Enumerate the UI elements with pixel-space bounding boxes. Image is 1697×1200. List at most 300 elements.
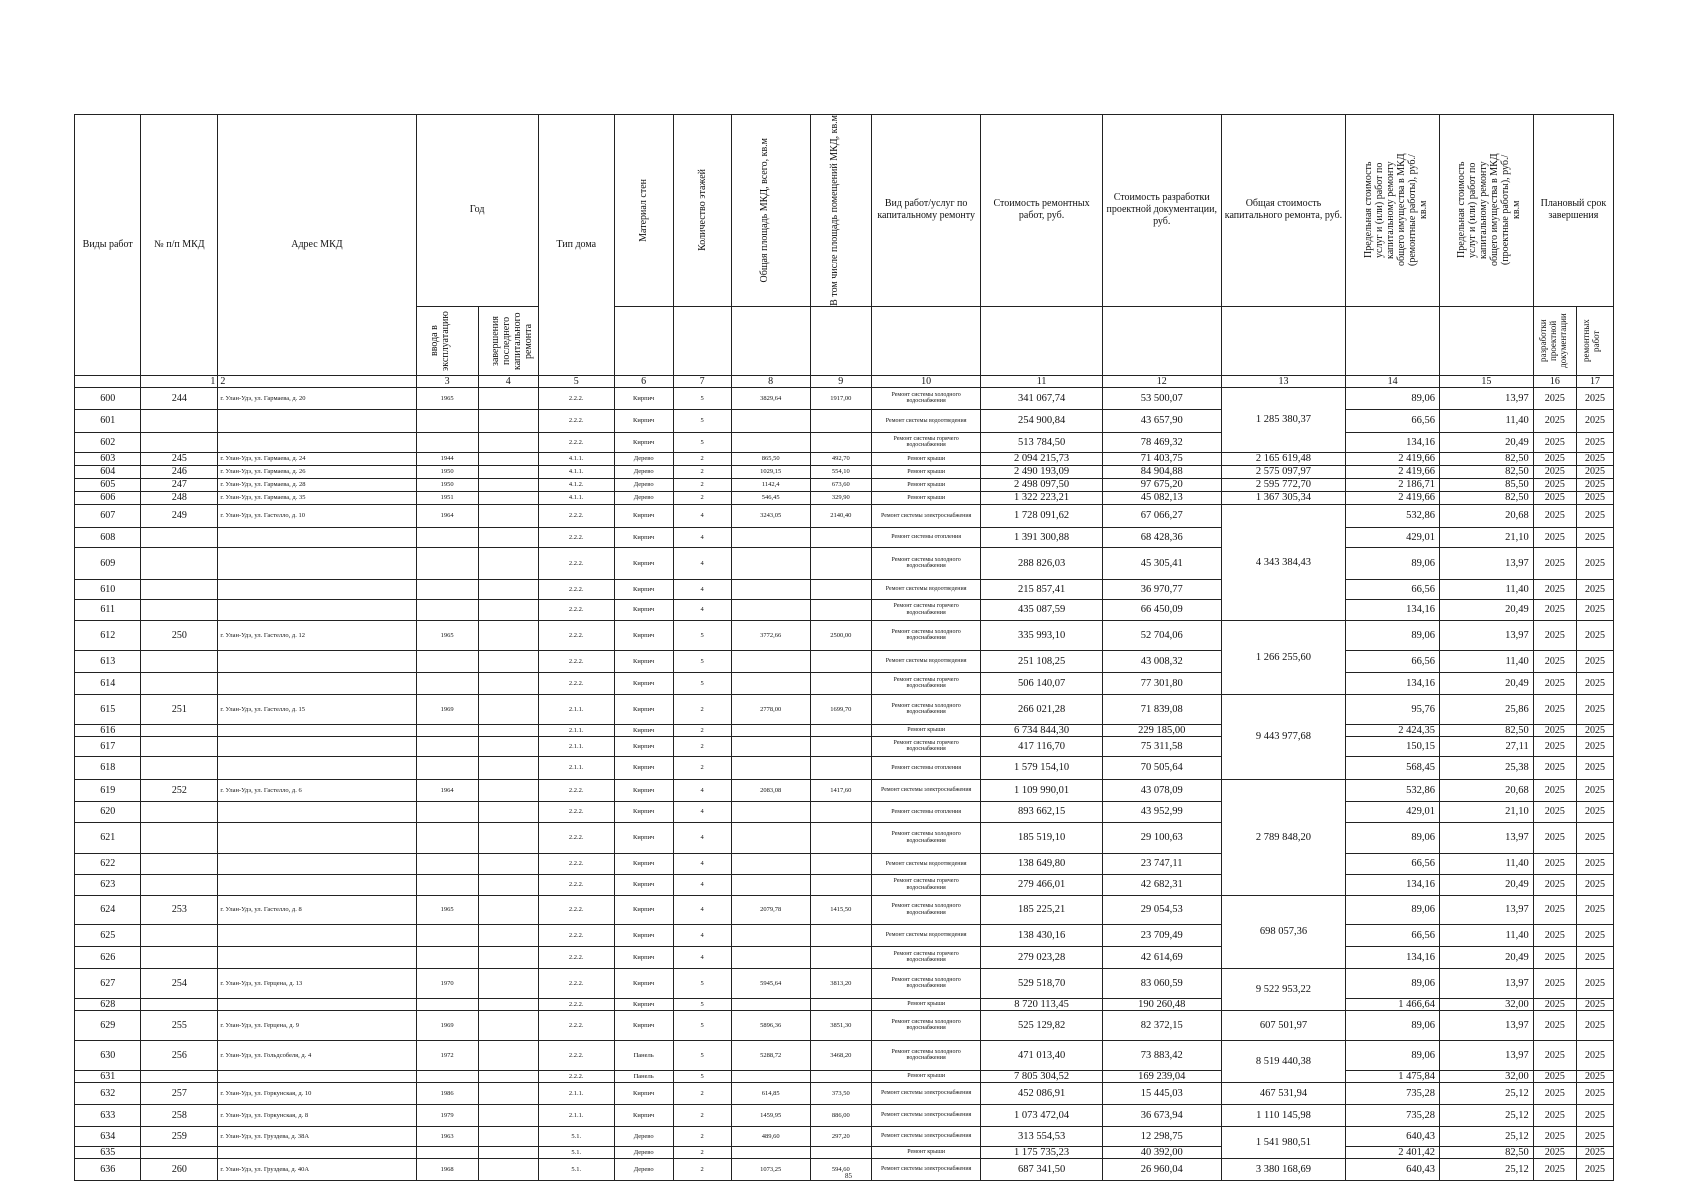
address (218, 409, 416, 432)
deadline-design: 2025 (1533, 1010, 1576, 1040)
wall-material: Кирпич (614, 853, 673, 874)
col-total-area (731, 115, 810, 307)
premises-area (810, 1146, 871, 1158)
floors: 5 (673, 409, 731, 432)
total-cost: 467 531,94 (1221, 1082, 1345, 1104)
table-row (75, 694, 1614, 724)
mkd-number: 258 (141, 1104, 218, 1126)
work-kind: Ремонт системы холодного водоснабжения (871, 1040, 981, 1070)
repair-cost: 313 554,53 (981, 1126, 1102, 1146)
total-cost: 1 110 145,98 (1221, 1104, 1345, 1126)
table-row (75, 874, 1614, 895)
limit-repair: 66,56 (1346, 650, 1440, 672)
floors: 2 (673, 478, 731, 491)
work-kind: Ремонт системы водоотведения (871, 650, 981, 672)
deadline-repair: 2025 (1576, 452, 1613, 465)
limit-design: 25,12 (1439, 1104, 1533, 1126)
floors: 4 (673, 946, 731, 968)
repair-cost: 893 662,15 (981, 801, 1102, 822)
column-number: 10 (871, 375, 981, 387)
address (218, 579, 416, 599)
table-row (75, 579, 1614, 599)
deadline-design: 2025 (1533, 599, 1576, 620)
col-year-commission (416, 306, 478, 375)
deadline-design: 2025 (1533, 491, 1576, 504)
mkd-number (141, 924, 218, 946)
column-number: 8 (731, 375, 810, 387)
premises-area (810, 1070, 871, 1082)
table-row (75, 478, 1614, 491)
total-area (731, 724, 810, 736)
repair-cost: 1 579 154,10 (981, 756, 1102, 779)
limit-design: 25,12 (1439, 1126, 1533, 1146)
design-cost: 36 970,77 (1102, 579, 1221, 599)
address: г. Улан-Удэ, ул. Гастелло, д. 10 (218, 504, 416, 527)
column-number: 15 (1439, 375, 1533, 387)
wall-material: Кирпич (614, 895, 673, 924)
deadline-repair: 2025 (1576, 620, 1613, 650)
col-deadline-design-label: разработки проектной документации (1537, 313, 1568, 369)
work-type-code: 602 (75, 432, 141, 452)
design-cost: 29 100,63 (1102, 822, 1221, 853)
deadline-design: 2025 (1533, 895, 1576, 924)
premises-area (810, 924, 871, 946)
year-last-repair (478, 874, 538, 895)
work-type-code: 624 (75, 895, 141, 924)
house-type: 2.2.2. (538, 1040, 614, 1070)
address (218, 547, 416, 579)
year-last-repair (478, 504, 538, 527)
total-area: 614,85 (731, 1082, 810, 1104)
year-commission: 1970 (416, 968, 478, 998)
year-commission: 1951 (416, 491, 478, 504)
limit-repair: 89,06 (1346, 620, 1440, 650)
limit-design: 13,97 (1439, 1040, 1533, 1070)
deadline-repair: 2025 (1576, 924, 1613, 946)
year-last-repair (478, 946, 538, 968)
work-kind: Ремонт системы холодного водоснабжения (871, 895, 981, 924)
deadline-design: 2025 (1533, 946, 1576, 968)
deadline-design: 2025 (1533, 452, 1576, 465)
house-type: 2.2.2. (538, 968, 614, 998)
house-type: 4.1.1. (538, 491, 614, 504)
wall-material: Кирпич (614, 620, 673, 650)
repair-cost: 2 498 097,50 (981, 478, 1102, 491)
floors: 5 (673, 998, 731, 1010)
limit-repair: 134,16 (1346, 599, 1440, 620)
deadline-design: 2025 (1533, 650, 1576, 672)
repair-cost: 471 013,40 (981, 1040, 1102, 1070)
house-type: 2.2.2. (538, 874, 614, 895)
repair-cost: 1 391 300,88 (981, 527, 1102, 547)
limit-repair: 134,16 (1346, 946, 1440, 968)
premises-area: 1699,70 (810, 694, 871, 724)
deadline-design: 2025 (1533, 579, 1576, 599)
deadline-repair: 2025 (1576, 504, 1613, 527)
premises-area (810, 527, 871, 547)
total-cost: 2 595 772,70 (1221, 478, 1345, 491)
repair-cost: 8 720 113,45 (981, 998, 1102, 1010)
floors: 2 (673, 756, 731, 779)
limit-repair: 66,56 (1346, 853, 1440, 874)
house-type: 2.2.2. (538, 547, 614, 579)
limit-repair: 89,06 (1346, 1040, 1440, 1070)
mkd-number: 260 (141, 1158, 218, 1180)
total-area (731, 547, 810, 579)
wall-material: Дерево (614, 478, 673, 491)
work-kind: Ремонт крыши (871, 724, 981, 736)
work-kind: Ремонт системы водоотведения (871, 853, 981, 874)
total-cost: 8 519 440,38 (1221, 1040, 1345, 1082)
year-last-repair (478, 968, 538, 998)
work-kind: Ремонт системы водоотведения (871, 924, 981, 946)
design-cost: 77 301,80 (1102, 672, 1221, 694)
deadline-design: 2025 (1533, 853, 1576, 874)
floors: 2 (673, 694, 731, 724)
deadline-design: 2025 (1533, 465, 1576, 478)
column-number: 2 (218, 375, 416, 387)
mkd-number: 254 (141, 968, 218, 998)
address: г. Улан-Удэ, ул. Гастелло, д. 6 (218, 779, 416, 801)
table-row (75, 1010, 1614, 1040)
address: г. Улан-Удэ, ул. Горкунская, д. 10 (218, 1082, 416, 1104)
design-cost: 42 614,69 (1102, 946, 1221, 968)
work-type-code: 612 (75, 620, 141, 650)
wall-material: Кирпич (614, 779, 673, 801)
column-number: 9 (810, 375, 871, 387)
deadline-design: 2025 (1533, 1126, 1576, 1146)
table-row (75, 620, 1614, 650)
work-type-code: 605 (75, 478, 141, 491)
col-year-last-repair-label: завершения последнего капитального ремонта (490, 312, 535, 370)
work-type-code: 606 (75, 491, 141, 504)
year-commission: 1986 (416, 1082, 478, 1104)
year-commission (416, 672, 478, 694)
repair-cost: 6 734 844,30 (981, 724, 1102, 736)
total-cost: 3 380 168,69 (1221, 1158, 1345, 1180)
year-commission (416, 822, 478, 853)
mkd-number (141, 432, 218, 452)
limit-design: 20,68 (1439, 504, 1533, 527)
year-last-repair (478, 736, 538, 756)
total-area (731, 874, 810, 895)
total-area: 865,50 (731, 452, 810, 465)
work-type-code: 626 (75, 946, 141, 968)
work-kind: Ремонт системы горячего водоснабжения (871, 599, 981, 620)
year-last-repair (478, 672, 538, 694)
total-area: 1073,25 (731, 1158, 810, 1180)
col-total-cost-sub (1221, 306, 1345, 375)
limit-repair: 429,01 (1346, 527, 1440, 547)
year-commission: 1965 (416, 387, 478, 409)
deadline-design: 2025 (1533, 756, 1576, 779)
work-kind: Ремонт системы горячего водоснабжения (871, 672, 981, 694)
deadline-design: 2025 (1533, 779, 1576, 801)
column-number: 16 (1533, 375, 1576, 387)
limit-design: 25,38 (1439, 756, 1533, 779)
house-type: 2.2.2. (538, 924, 614, 946)
address (218, 874, 416, 895)
premises-area (810, 946, 871, 968)
page-number: 85 (845, 1172, 852, 1180)
year-commission (416, 527, 478, 547)
house-type: 4.1.1. (538, 452, 614, 465)
year-last-repair (478, 801, 538, 822)
year-last-repair (478, 895, 538, 924)
work-type-code: 613 (75, 650, 141, 672)
limit-repair: 532,86 (1346, 504, 1440, 527)
wall-material: Кирпич (614, 579, 673, 599)
col-work-kind-sub (871, 306, 981, 375)
work-kind: Ремонт системы водоотведения (871, 579, 981, 599)
work-type-code: 621 (75, 822, 141, 853)
limit-repair: 2 186,71 (1346, 478, 1440, 491)
limit-repair: 95,76 (1346, 694, 1440, 724)
house-type: 2.1.1. (538, 756, 614, 779)
table-row (75, 756, 1614, 779)
repair-cost: 288 826,03 (981, 547, 1102, 579)
design-cost: 43 657,90 (1102, 409, 1221, 432)
table-row (75, 409, 1614, 432)
col-mkd-number: № п/п МКД (141, 115, 218, 376)
design-cost: 23 747,11 (1102, 853, 1221, 874)
column-number-row (75, 375, 1614, 387)
limit-design: 13,97 (1439, 547, 1533, 579)
work-kind: Ремонт крыши (871, 491, 981, 504)
floors: 5 (673, 1040, 731, 1070)
year-last-repair (478, 579, 538, 599)
year-commission (416, 756, 478, 779)
table-row (75, 387, 1614, 409)
design-cost: 67 066,27 (1102, 504, 1221, 527)
total-area (731, 432, 810, 452)
year-last-repair (478, 527, 538, 547)
col-deadline-design (1533, 306, 1576, 375)
work-type-code: 608 (75, 527, 141, 547)
work-kind: Ремонт системы электроснабжения (871, 1126, 981, 1146)
table-row (75, 1040, 1614, 1070)
house-type: 2.2.2. (538, 620, 614, 650)
floors: 2 (673, 1126, 731, 1146)
repair-cost: 279 466,01 (981, 874, 1102, 895)
floors: 2 (673, 724, 731, 736)
deadline-repair: 2025 (1576, 1104, 1613, 1126)
design-cost: 190 260,48 (1102, 998, 1221, 1010)
col-floors-label: Количество этажей (696, 169, 708, 252)
premises-area (810, 874, 871, 895)
house-type: 2.2.2. (538, 599, 614, 620)
col-work-types: Виды работ (75, 115, 141, 376)
premises-area: 554,10 (810, 465, 871, 478)
total-area (731, 924, 810, 946)
work-kind: Ремонт системы отопления (871, 756, 981, 779)
total-area: 489,60 (731, 1126, 810, 1146)
work-kind: Ремонт системы холодного водоснабжения (871, 547, 981, 579)
repair-cost: 138 430,16 (981, 924, 1102, 946)
limit-design: 13,97 (1439, 1010, 1533, 1040)
column-number: 5 (538, 375, 614, 387)
deadline-repair: 2025 (1576, 547, 1613, 579)
address (218, 946, 416, 968)
col-work-kind: Вид работ/услуг по капитальному ремонту (871, 115, 981, 307)
limit-repair: 134,16 (1346, 672, 1440, 694)
table-row (75, 1146, 1614, 1158)
design-cost: 70 505,64 (1102, 756, 1221, 779)
deadline-repair: 2025 (1576, 694, 1613, 724)
limit-repair: 89,06 (1346, 387, 1440, 409)
year-last-repair (478, 1082, 538, 1104)
work-type-code: 617 (75, 736, 141, 756)
work-type-code: 607 (75, 504, 141, 527)
premises-area (810, 672, 871, 694)
premises-area (810, 409, 871, 432)
premises-area (810, 998, 871, 1010)
work-type-code: 631 (75, 1070, 141, 1082)
house-type: 2.1.1. (538, 724, 614, 736)
year-commission: 1950 (416, 478, 478, 491)
col-design-cost: Стоимость разработки проектной документации, руб. (1102, 115, 1221, 307)
col-premises-area-label: В том числе площадь помещений МКД, кв.м (828, 115, 840, 306)
limit-design: 20,49 (1439, 946, 1533, 968)
house-type: 2.2.2. (538, 650, 614, 672)
limit-repair: 89,06 (1346, 822, 1440, 853)
year-commission (416, 409, 478, 432)
wall-material: Кирпич (614, 694, 673, 724)
design-cost: 97 675,20 (1102, 478, 1221, 491)
wall-material: Дерево (614, 452, 673, 465)
wall-material: Кирпич (614, 756, 673, 779)
limit-design: 20,49 (1439, 599, 1533, 620)
work-type-code: 614 (75, 672, 141, 694)
deadline-repair: 2025 (1576, 1126, 1613, 1146)
premises-area: 3813,20 (810, 968, 871, 998)
design-cost: 23 709,49 (1102, 924, 1221, 946)
year-commission (416, 432, 478, 452)
year-commission: 1963 (416, 1126, 478, 1146)
house-type: 2.1.1. (538, 1104, 614, 1126)
col-deadline-repair-label: ремонтных работ (1580, 319, 1601, 363)
wall-material: Кирпич (614, 736, 673, 756)
floors: 2 (673, 1104, 731, 1126)
premises-area: 329,90 (810, 491, 871, 504)
year-last-repair (478, 432, 538, 452)
work-kind: Ремонт системы водоотведения (871, 409, 981, 432)
total-area: 1142,4 (731, 478, 810, 491)
limit-repair: 89,06 (1346, 895, 1440, 924)
premises-area: 2500,00 (810, 620, 871, 650)
deadline-repair: 2025 (1576, 579, 1613, 599)
house-type: 2.2.2. (538, 527, 614, 547)
work-type-code: 611 (75, 599, 141, 620)
col-premises-area (810, 115, 871, 307)
limit-design: 20,49 (1439, 672, 1533, 694)
col-total-area-sub (731, 306, 810, 375)
mkd-number: 246 (141, 465, 218, 478)
limit-design: 82,50 (1439, 452, 1533, 465)
work-type-code: 615 (75, 694, 141, 724)
design-cost: 66 450,09 (1102, 599, 1221, 620)
address: г. Улан-Удэ, ул. Гармаева, д. 24 (218, 452, 416, 465)
floors: 4 (673, 822, 731, 853)
repair-cost: 215 857,41 (981, 579, 1102, 599)
floors: 2 (673, 452, 731, 465)
premises-area: 492,70 (810, 452, 871, 465)
work-kind: Ремонт системы холодного водоснабжения (871, 1010, 981, 1040)
work-type-code: 622 (75, 853, 141, 874)
table-row (75, 432, 1614, 452)
limit-repair: 532,86 (1346, 779, 1440, 801)
premises-area: 2140,40 (810, 504, 871, 527)
work-type-code: 633 (75, 1104, 141, 1126)
limit-repair: 1 475,84 (1346, 1070, 1440, 1082)
wall-material: Кирпич (614, 387, 673, 409)
limit-design: 32,00 (1439, 998, 1533, 1010)
year-last-repair (478, 452, 538, 465)
year-commission (416, 853, 478, 874)
mkd-number: 253 (141, 895, 218, 924)
wall-material: Кирпич (614, 1104, 673, 1126)
col-limit-design-label: Предельная стоимость услуг и (или) работ по капитальному ремонту общего имущества в МКД (проектные работы), руб./кв.м (1456, 154, 1523, 267)
deadline-design: 2025 (1533, 409, 1576, 432)
mkd-number: 247 (141, 478, 218, 491)
wall-material: Кирпич (614, 874, 673, 895)
col-year-commission-label: ввода в эксплуатацию (429, 310, 452, 371)
premises-area (810, 599, 871, 620)
design-cost: 169 239,04 (1102, 1070, 1221, 1082)
address (218, 527, 416, 547)
repair-cost: 266 021,28 (981, 694, 1102, 724)
col-wall-material-label: Материал стен (638, 178, 650, 242)
work-type-code: 609 (75, 547, 141, 579)
col-design-cost-sub (1102, 306, 1221, 375)
mkd-number: 251 (141, 694, 218, 724)
address (218, 801, 416, 822)
table-row (75, 650, 1614, 672)
limit-repair: 2 419,66 (1346, 452, 1440, 465)
col-address: Адрес МКД (218, 115, 416, 376)
mkd-number (141, 547, 218, 579)
house-type: 2.2.2. (538, 946, 614, 968)
design-cost: 45 082,13 (1102, 491, 1221, 504)
year-last-repair (478, 822, 538, 853)
table-row (75, 1104, 1614, 1126)
address (218, 1146, 416, 1158)
limit-design: 13,97 (1439, 895, 1533, 924)
limit-design: 13,97 (1439, 968, 1533, 998)
year-last-repair (478, 1010, 538, 1040)
premises-area (810, 547, 871, 579)
limit-design: 11,40 (1439, 409, 1533, 432)
wall-material: Кирпич (614, 1082, 673, 1104)
wall-material: Кирпич (614, 968, 673, 998)
deadline-repair: 2025 (1576, 968, 1613, 998)
limit-repair: 640,43 (1346, 1158, 1440, 1180)
deadline-repair: 2025 (1576, 465, 1613, 478)
year-commission (416, 736, 478, 756)
work-kind: Ремонт системы холодного водоснабжения (871, 968, 981, 998)
floors: 5 (673, 968, 731, 998)
work-type-code: 629 (75, 1010, 141, 1040)
mkd-number (141, 756, 218, 779)
total-area (731, 853, 810, 874)
design-cost: 29 054,53 (1102, 895, 1221, 924)
year-commission: 1972 (416, 1040, 478, 1070)
column-number: 11 (981, 375, 1102, 387)
work-type-code: 636 (75, 1158, 141, 1180)
premises-area (810, 432, 871, 452)
total-cost: 2 165 619,48 (1221, 452, 1345, 465)
repair-cost: 529 518,70 (981, 968, 1102, 998)
